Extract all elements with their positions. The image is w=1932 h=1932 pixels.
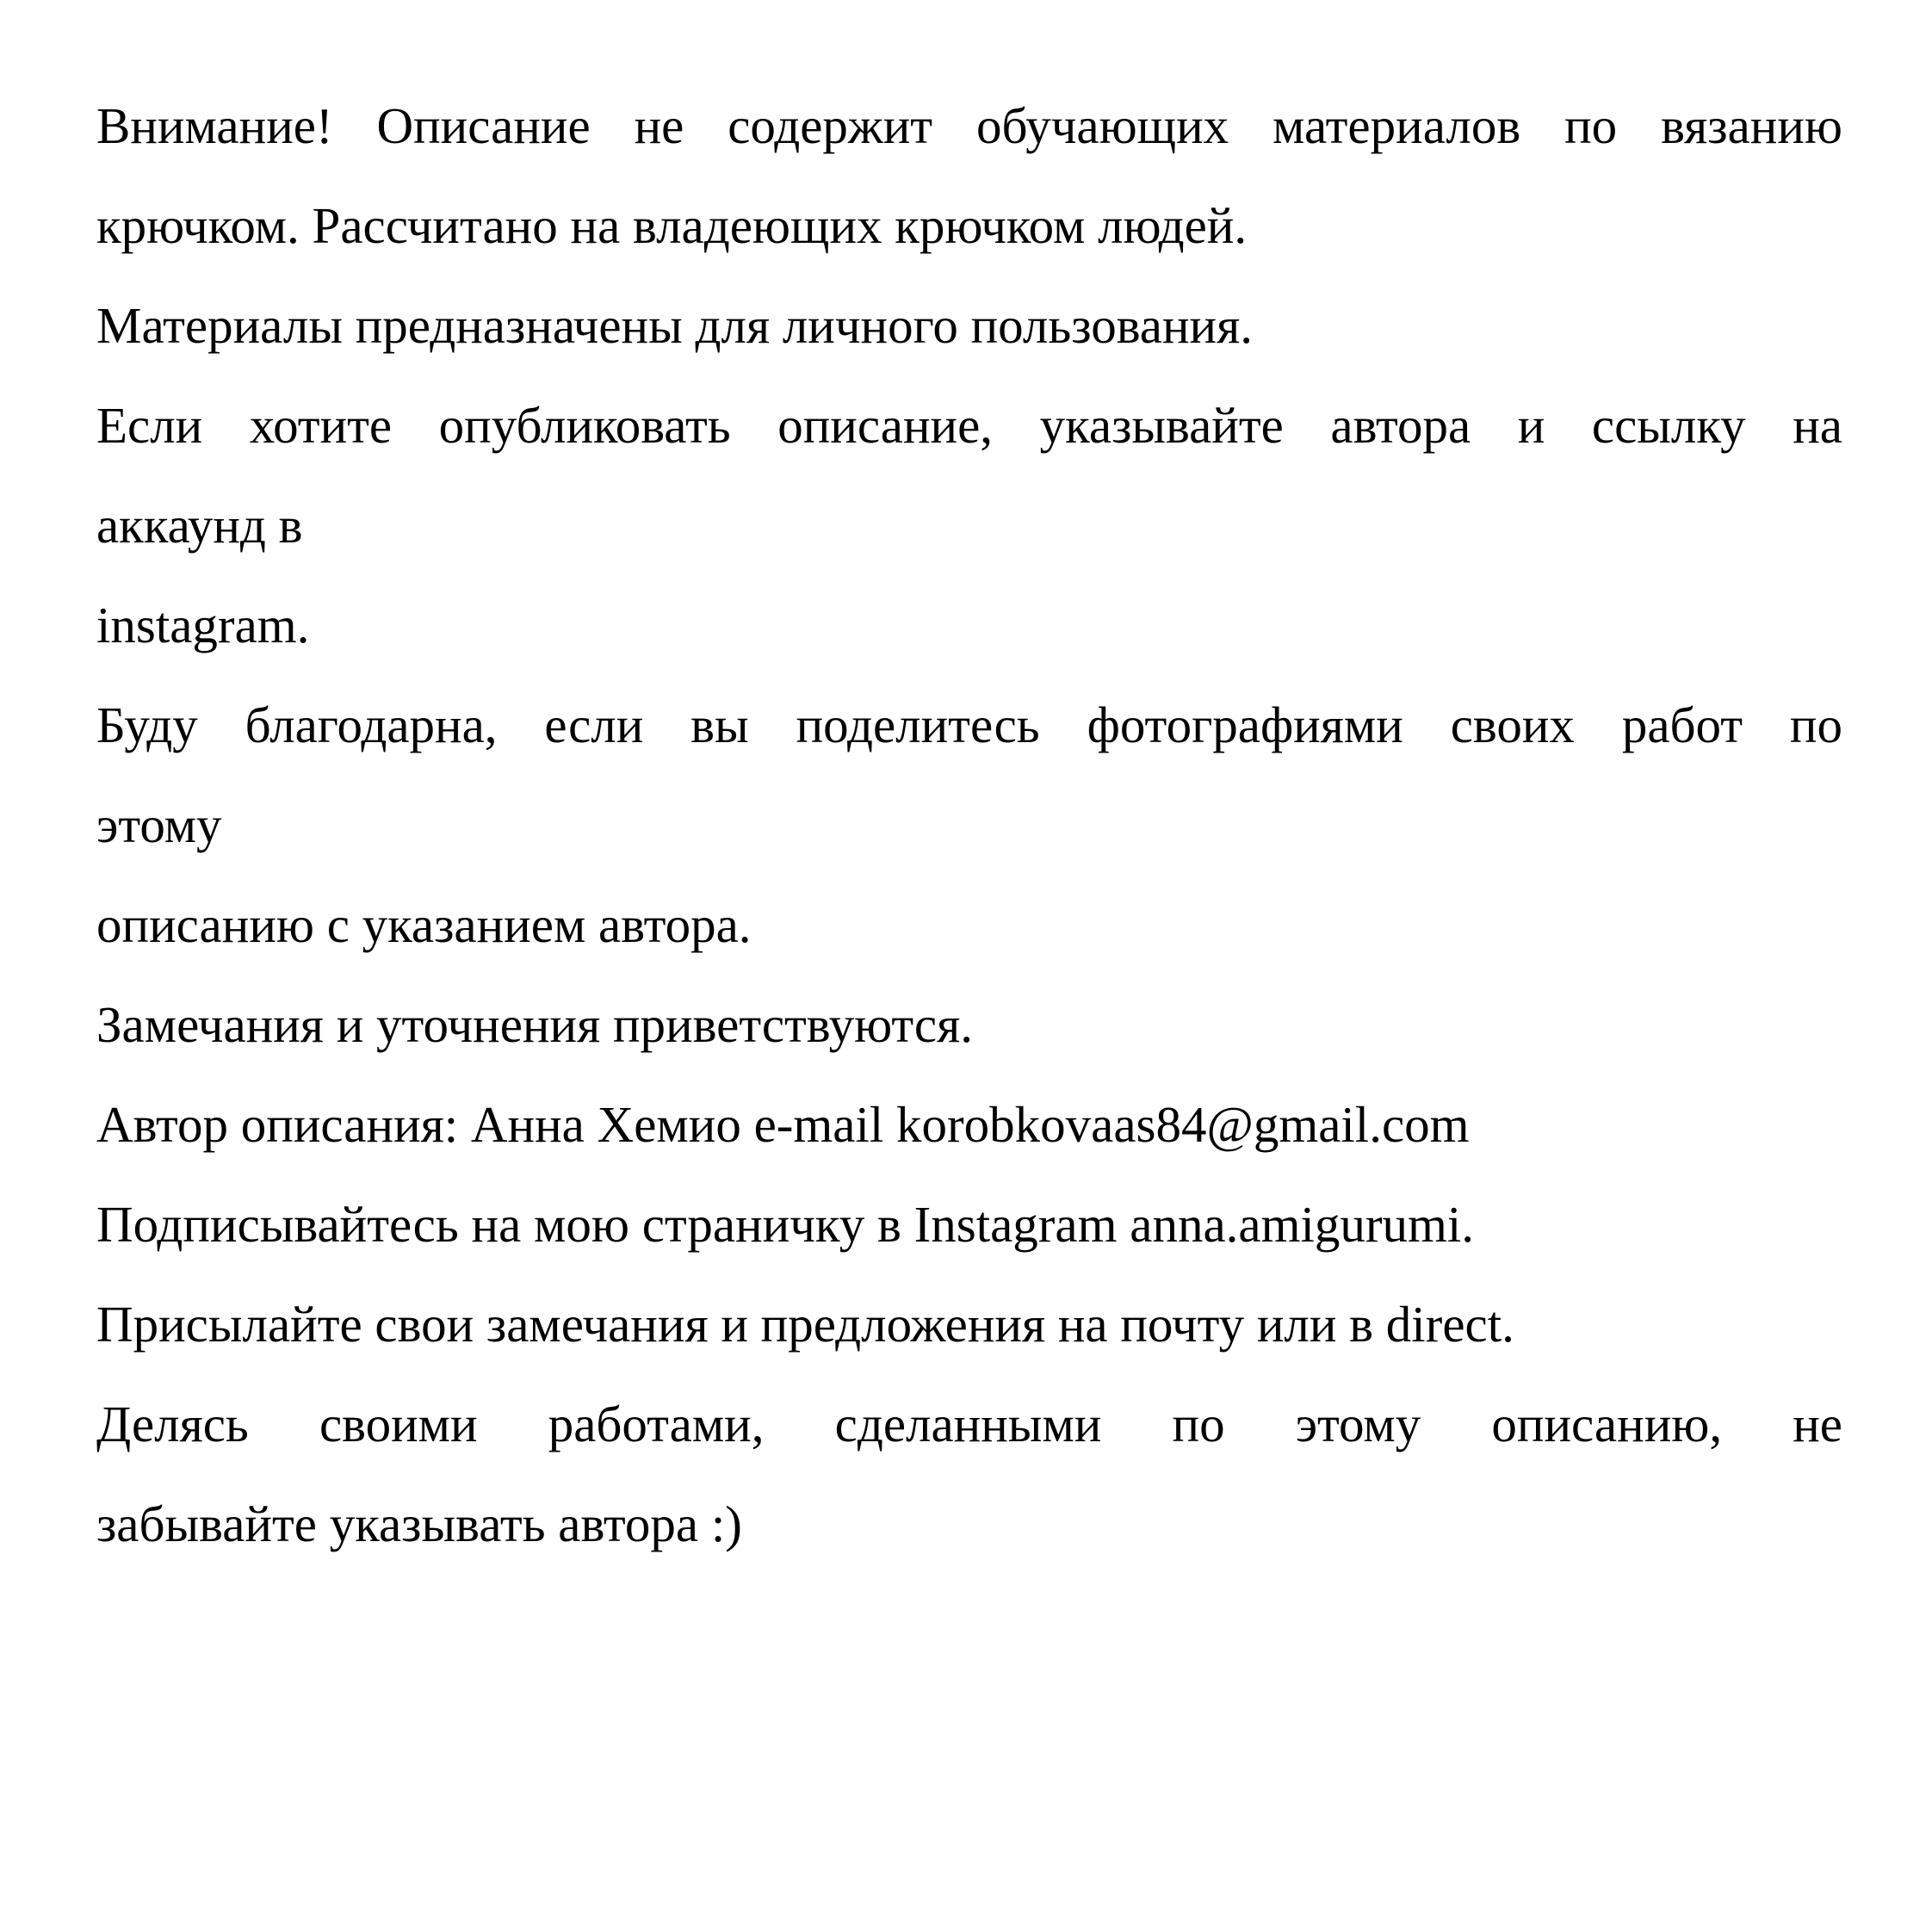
sharing-works-line-1: Делясь своими работами, сделанными по этому описанию, не bbox=[96, 1396, 1842, 1452]
sharing-works-line-2: забывайте указывать автора :) bbox=[96, 1495, 742, 1552]
author-line: Автор описания: Анна Хемио e-mail korobkovaas84@gmail.com bbox=[96, 1096, 1470, 1153]
document-page bbox=[96, 76, 1842, 1574]
notice-line-2: крючком. Рассчитано на владеющих крючком людей. bbox=[96, 197, 1248, 254]
share-photos-line-1: Буду благодарна, если вы поделитесь фотографиями своих работ по bbox=[96, 697, 1842, 753]
subscribe-line: Подписывайтесь на мою страничку в Instagram anna.amigurumi. bbox=[96, 1196, 1475, 1253]
publish-line-2: аккаунд в bbox=[96, 497, 303, 554]
remarks-line: Замечания и уточнения приветствуются. bbox=[96, 996, 974, 1053]
publish-line-1: Если хотите опубликовать описание, указывайте автора и ссылку на bbox=[96, 397, 1842, 454]
send-remarks-line: Присылайте свои замечания и предложения на почту или в direct. bbox=[96, 1296, 1514, 1353]
share-photos-line-2: этому bbox=[96, 796, 222, 853]
share-photos-line-3: описанию с указанием автора. bbox=[96, 896, 752, 953]
personal-use-line: Материалы предназначены для личного пользования. bbox=[96, 297, 1253, 354]
notice-line-1: Внимание! Описание не содержит обучающих материалов по вязанию bbox=[96, 97, 1842, 154]
publish-line-3: instagram. bbox=[96, 597, 310, 653]
